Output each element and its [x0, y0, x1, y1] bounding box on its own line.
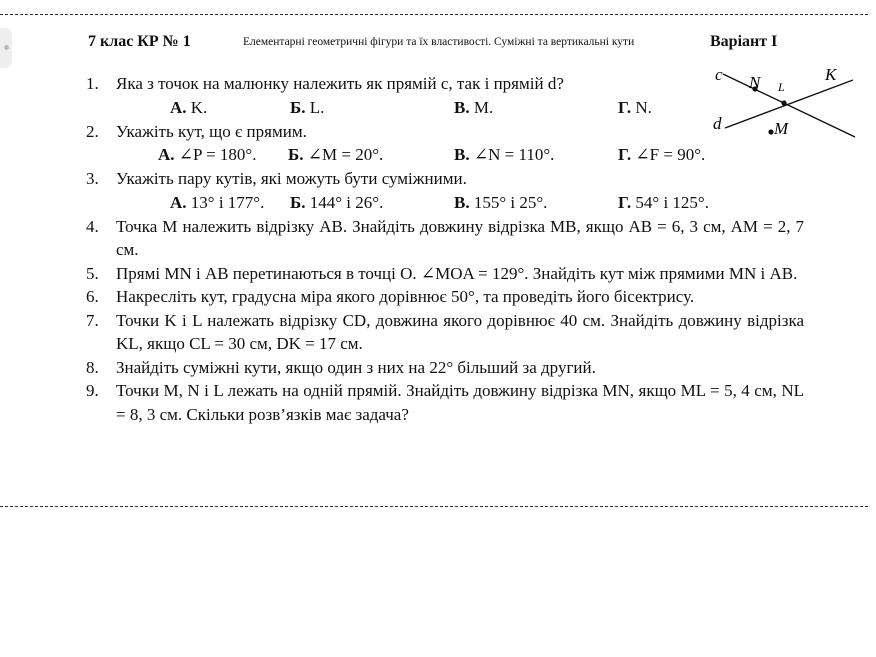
answer-option[interactable]: Б. L.	[290, 97, 325, 117]
question-text: Яка з точок на малюнку належить як прямій c, так і прямій d?	[116, 74, 564, 93]
answer-options-2	[86, 143, 804, 167]
question-list	[86, 72, 804, 426]
question-number: 2.	[86, 121, 99, 141]
answer-option[interactable]: Б. ∠M = 20°.	[288, 145, 384, 164]
answer-option[interactable]: В. 155° і 25°.	[454, 192, 548, 212]
page-side-tab[interactable]	[0, 28, 12, 68]
question-7	[86, 309, 804, 356]
question-8	[86, 356, 804, 380]
question-5	[86, 262, 804, 286]
question-text: Знайдіть суміжні кути, якщо один з них на 22° більший за другий.	[116, 357, 596, 377]
answer-option[interactable]: Г. 54° і 125°.	[618, 192, 709, 212]
label-n: N	[749, 73, 761, 92]
answer-option[interactable]: А. 13° і 177°.	[170, 192, 265, 212]
answer-option[interactable]: В. M.	[454, 97, 494, 117]
label-l: L	[778, 80, 785, 94]
question-2	[86, 120, 804, 144]
question-text: Точки M, N і L лежать на одній прямій. Знайдіть довжину відрізка MN, якщо ML = 5, 4 см, NL = 8, 3 см. Скільки розв’язків має задача?	[116, 381, 804, 424]
question-text: Точки K і L належать відрізку CD, довжина якого дорівнює 40 см. Знайдіть довжину відрізка KL, якщо CL = 30 см, DK = 17 см.	[116, 310, 804, 353]
answer-option[interactable]: Г. N.	[618, 97, 652, 117]
label-m: M	[774, 119, 789, 138]
question-6	[86, 285, 804, 309]
question-9	[86, 379, 804, 426]
question-number: 1.	[86, 74, 99, 93]
question-number: 7.	[86, 310, 99, 330]
question-text: Накресліть кут, градусна міра якого дорівнює 50°, та проведіть його бісектрису.	[116, 287, 695, 306]
question-4	[86, 215, 804, 262]
question-number: 6.	[86, 287, 99, 306]
question-text: Точка M належить відрізку AB. Знайдіть довжину відрізка MB, якщо AB = 6, 3 см, AM = 2, 7 см.	[116, 216, 804, 259]
answer-option[interactable]: А. ∠P = 180°.	[158, 145, 257, 164]
answer-option[interactable]: Б. 144° і 26°.	[290, 192, 384, 212]
top-dashed-rule	[0, 14, 868, 15]
class-title: 7 клас КР № 1	[88, 33, 191, 50]
question-number: 4.	[86, 216, 99, 236]
answer-option[interactable]: Г. ∠F = 90°.	[618, 145, 706, 164]
question-number: 9.	[86, 381, 99, 400]
bottom-dashed-rule	[0, 506, 868, 507]
question-text: Укажіть кут, що є прямим.	[116, 121, 307, 141]
label-k: K	[825, 65, 837, 84]
answer-option[interactable]: А. K.	[170, 97, 208, 117]
question-3	[86, 167, 804, 191]
question-number: 5.	[86, 263, 99, 283]
variant-label: Варіант І	[710, 33, 778, 50]
question-number: 3.	[86, 169, 99, 188]
topic-title: Елементарні геометричні фігури та їх властивості. Суміжні та вертикальні кути	[243, 36, 635, 48]
question-1	[86, 72, 674, 96]
answer-options-1	[86, 96, 804, 120]
answer-options-3	[86, 191, 804, 215]
answer-option[interactable]: В. ∠N = 110°.	[454, 145, 555, 164]
question-text: Укажіть пару кутів, які можуть бути суміжними.	[116, 169, 467, 188]
label-c: c	[715, 65, 723, 84]
question-number: 8.	[86, 357, 99, 377]
question-text: Прямі MN і AB перетинаються в точці O. ∠MOA = 129°. Знайдіть кут між прямими MN і AB.	[116, 263, 798, 283]
worksheet-header	[88, 33, 798, 55]
label-d: d	[713, 114, 722, 133]
